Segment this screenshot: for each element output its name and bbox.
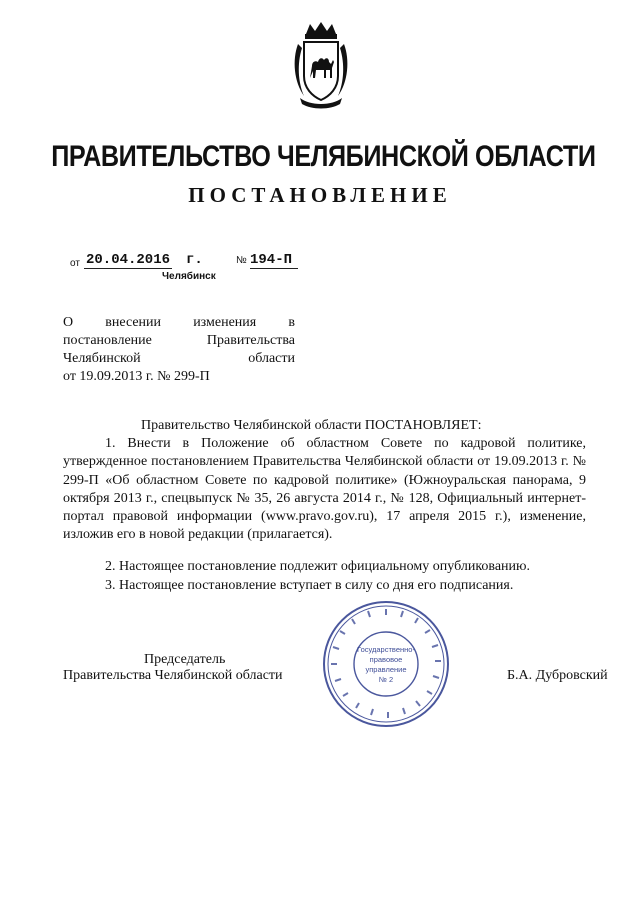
subject-word: О [63, 315, 74, 330]
official-seal-stamp [320, 598, 452, 730]
year-suffix: г. [186, 252, 203, 268]
subject-reference: от 19.09.2013 г. № 299-П [63, 369, 210, 384]
seal-text-line: управление [365, 665, 407, 674]
subject-word: изменения [193, 315, 257, 330]
government-title: ПРАВИТЕЛЬСТВО ЧЕЛЯБИНСКОЙ ОБЛАСТИ [51, 140, 596, 173]
seal-text-line: Государственно- [357, 645, 415, 654]
subject-line-4 [63, 368, 295, 386]
decree-number: 194-П [250, 252, 298, 269]
clause-2: 2. Настоящее постановление подлежит официальному опубликованию. [105, 559, 530, 574]
subject-word: постановление [63, 333, 152, 348]
document-type-heading: ПОСТАНОВЛЕНИЕ [188, 183, 452, 207]
subject-line-1 [63, 314, 295, 332]
seal-text-line: № 2 [378, 675, 394, 684]
clause-1: 1. Внести в Положение об областном Совете по кадровой политике, утвержденное постановлением Правительства Челябинской области от 19.09.2013 г. № 299-П «Об областном Совете по кадровой политике» (Южноуральская панорама, 9 октября 2013 г., спецвыпуск № 35, 26 августа 2014 г., № 128, Официальный интернет-портал правовой информации (www.pravo.gov.ru), 17 апреля 2015 г.), изменение, изложив его в новой редакции (прилагается). [63, 436, 586, 543]
subject-word: внесении [105, 315, 162, 330]
signatory-title-line-2: Правительства Челябинской области [63, 668, 283, 683]
signatory-title-line-1: Председатель [144, 652, 226, 667]
seal-text-line: правовое [369, 655, 403, 664]
coat-of-arms-emblem [288, 20, 354, 110]
subject-word: Правительства [206, 333, 295, 348]
date-prefix: от [70, 258, 80, 269]
signatory-name: Б.А. Дубровский [507, 668, 608, 683]
subject-word: Челябинской [63, 351, 141, 366]
city-name: Челябинск [162, 271, 216, 282]
subject-line-2 [63, 332, 295, 350]
preamble: Правительство Челябинской области ПОСТАНОВЛЯЕТ: [141, 418, 482, 433]
subject-line-3 [63, 350, 295, 368]
subject-word: в [288, 315, 295, 330]
subject-word: области [248, 351, 295, 366]
number-prefix: № [236, 255, 247, 266]
decree-date: 20.04.2016 [86, 252, 171, 268]
clause-3: 3. Настоящее постановление вступает в силу со дня его подписания. [105, 578, 514, 593]
